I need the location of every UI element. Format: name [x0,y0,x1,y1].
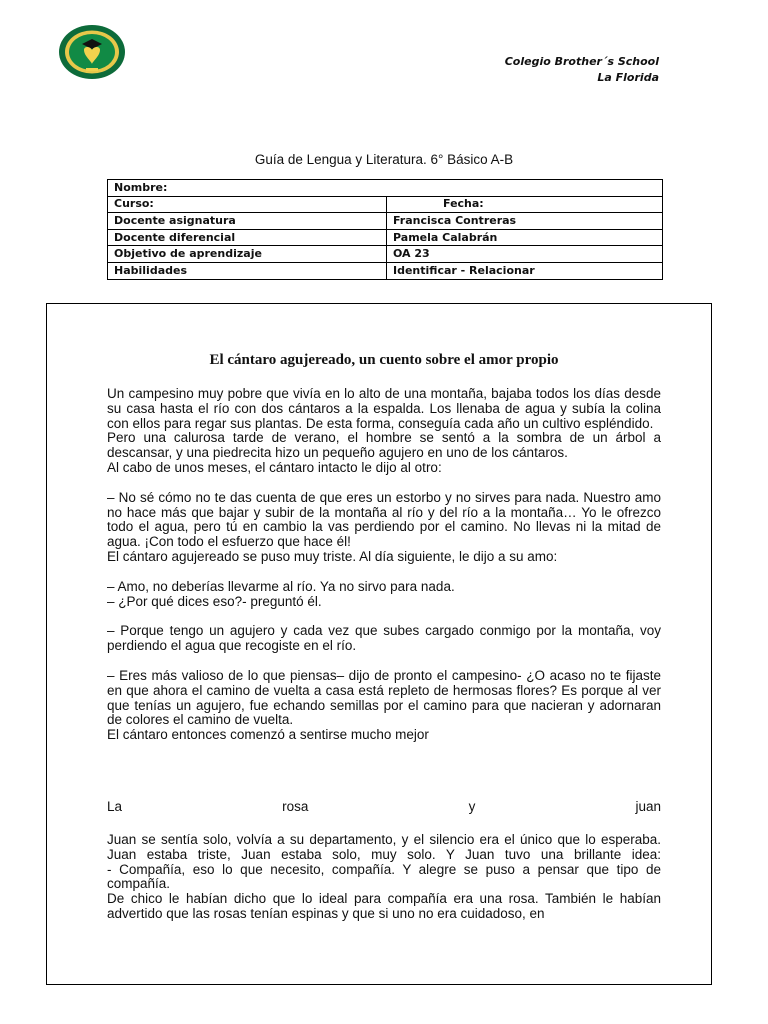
row-label: Habilidades [108,262,387,279]
paragraph: Pero una calurosa tarde de verano, el hombre se sentó a la sombra de un árbol a descansar, y una piedrecita hizo un pequeño agujero en uno de los cántaros. [107,430,661,461]
school-logo [58,24,126,80]
title-word: y [468,799,476,814]
title-word: rosa [282,799,309,814]
paragraph: – Porque tengo un agujero y cada vez que subes cargado conmigo por la montaña, voy perdiendo el agua que recogiste en el río. [107,623,661,654]
row-value: Francisca Contreras [387,213,663,230]
school-location: La Florida [597,71,659,84]
story-title: El cántaro agujereado, un cuento sobre el amor propio [209,352,559,368]
paragraph: Un campesino muy pobre que vivía en lo alto de una montaña, bajaba todos los días desde su casa hasta el río con dos cántaros a la espalda. Los llenaba de agua y subía la colina con ellos para regar sus plantas. De esta forma, conseguía cada año un cultivo espléndido. [107,386,661,431]
paragraph: Juan se sentía solo, volvía a su departamento, y el silencio era el único que lo esperaba. Juan estaba triste, Juan estaba solo, muy solo. Y Juan tuvo una brillante idea: [107,832,661,862]
row-label: Objetivo de aprendizaje [108,246,387,263]
info-table [107,179,663,280]
row-label: Docente diferencial [108,229,387,246]
nombre-cell: Nombre: [108,180,663,197]
paragraph: El cántaro entonces comenzó a sentirse mucho mejor [107,727,429,743]
guide-title: Guía de Lengua y Literatura. 6° Básico A-B [254,152,514,167]
fecha-cell [387,196,663,213]
story2-text [107,833,661,922]
table-row [108,262,663,279]
title-word: juan [635,799,661,814]
story-text [107,387,661,743]
row-label: Docente asignatura [108,213,387,230]
paragraph: – Amo, no deberías llevarme al río. Ya no sirvo para nada. [107,578,455,594]
table-row [108,213,663,230]
school-name: Colegio Brother´s School [504,55,659,68]
paragraph: - Compañía, eso lo que necesito, compañía. Y alegre se puso a pensar que tipo de compañía. [107,861,661,892]
table-row [108,246,663,263]
curso-cell: Curso: [108,196,387,213]
fecha-label: Fecha: [443,197,484,211]
row-value: OA 23 [387,246,663,263]
paragraph: – ¿Por qué dices eso?- preguntó él. [107,593,322,609]
paragraph: – No sé cómo no te das cuenta de que eres un estorbo y no sirves para nada. Nuestro amo no hace más que bajar y subir de la montaña al río y del río a la montaña… Yo le ofrezco todo el agua, pero tú en cambio la vas perdiendo por el camino. No llevas ni la mitad de agua. ¡Con todo el esfuerzo que hace él! [107,489,661,550]
table-row [108,196,663,213]
story2-title [107,800,661,815]
school-header [505,54,659,86]
paragraph: El cántaro agujereado se puso muy triste. Al día siguiente, le dijo a su amo: [107,548,558,564]
table-row [108,229,663,246]
paragraph: – Eres más valioso de lo que piensas– dijo de pronto el campesino- ¿O acaso no te fijaste en que ahora el camino de vuelta a casa está repleto de hermosas flores? Es porque al ver que tenías un agujero, fue echando semillas por el camino para que nacieran y adornaran de colores el camino de vuelta. [107,667,661,728]
paragraph: Al cabo de unos meses, el cántaro intacto le dijo al otro: [107,459,442,475]
table-row [108,180,663,197]
paragraph: De chico le habían dicho que lo ideal para compañía era una rosa. También le habían advertido que las rosas tenían espinas y que si uno no era cuidadoso, en [107,891,661,921]
row-value: Identificar - Relacionar [387,262,663,279]
title-word: La [107,799,123,814]
row-value: Pamela Calabrán [387,229,663,246]
